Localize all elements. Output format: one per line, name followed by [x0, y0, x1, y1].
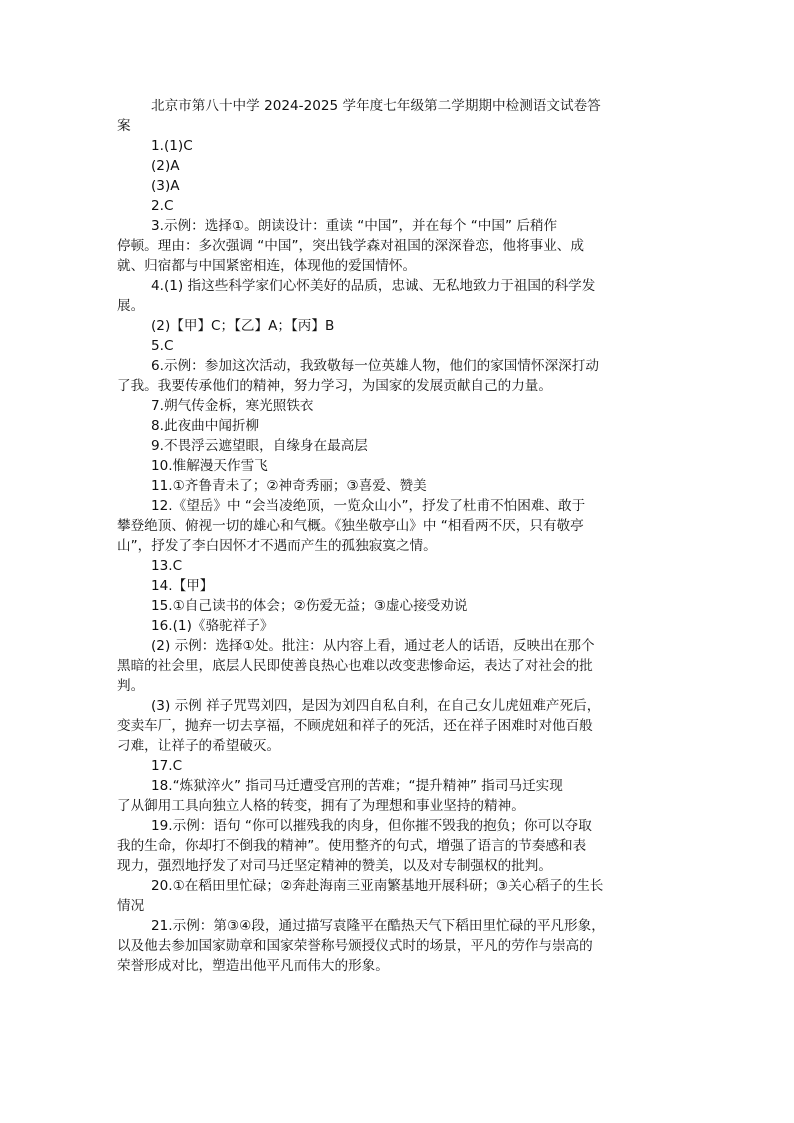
answer-item	[117, 476, 681, 496]
answer-first-line: 19.示例：语句 “你可以摧残我的肉身，但你摧不毁我的抱负；你可以夺取	[151, 818, 592, 834]
answer-item	[117, 876, 681, 916]
answer-first-line: 17.C	[151, 758, 183, 774]
answer-continuation-line: 现力，强烈地抒发了对司马迁坚定精神的赞美，以及对专制强权的批判。	[117, 858, 552, 874]
answer-first-line: (3) 示例 祥子咒骂刘四，是因为刘四自私自利，在自己女儿虎妞难产死后，	[151, 698, 601, 714]
answer-continuation-line: 停顿。理由：多次强调 “中国”，突出钱学森对祖国的深深眷恋，他将事业、成	[117, 238, 584, 254]
answer-first-line: 10.惟解漫天作雪飞	[151, 458, 268, 474]
answer-first-line: 8.此夜曲中闻折柳	[151, 418, 260, 434]
answer-first-line: 5.C	[151, 338, 174, 354]
answer-item	[117, 356, 681, 396]
answer-item	[117, 776, 681, 816]
answer-first-line: 6.示例：参加这次活动，我致敬每一位英雄人物，他们的家国情怀深深打动	[151, 358, 599, 374]
answer-item	[117, 136, 681, 156]
answer-first-line: 7.朔气传金柝，寒光照铁衣	[151, 398, 314, 414]
answer-first-line: 1.(1)C	[151, 138, 193, 154]
answer-continuation-line: 了从御用工具向独立人格的转变，拥有了为理想和事业坚持的精神。	[117, 798, 525, 814]
answer-first-line: (2) 示例：选择①处。批注：从内容上看，通过老人的话语，反映出在那个	[151, 638, 595, 654]
answer-first-line: (2)【甲】C；【乙】A；【丙】B	[151, 318, 335, 334]
answer-item	[117, 816, 681, 876]
answer-first-line: 4.(1) 指这些科学家们心怀美好的品质，忠诚、无私地致力于祖国的科学发	[151, 278, 596, 294]
answer-continuation-line: 了我。我要传承他们的精神，努力学习，为国家的发展贡献自己的力量。	[117, 378, 552, 394]
answer-first-line: 2.C	[151, 198, 174, 214]
answer-continuation-line: 我的生命，你却打不倒我的精神”。使用整齐的句式，增强了语言的节奏感和表	[117, 838, 587, 854]
answer-document	[117, 96, 681, 976]
answer-first-line: 16.(1)《骆驼祥子》	[151, 618, 274, 634]
answer-first-line: 9.不畏浮云遮望眼，自缘身在最高层	[151, 438, 368, 454]
answer-first-line: 20.①在稻田里忙碌；②奔赴海南三亚南繁基地开展科研；③关心稻子的生长	[151, 878, 604, 894]
answer-item	[117, 576, 681, 596]
answer-first-line: 18.“炼狱淬火” 指司马迁遭受宫刑的苦难；“提升精神” 指司马迁实现	[151, 778, 563, 794]
answer-item	[117, 436, 681, 456]
answer-item	[117, 456, 681, 476]
answer-continuation-line: 黑暗的社会里，底层人民即使善良热心也难以改变悲惨命运，表达了对社会的批	[117, 658, 593, 674]
answer-first-line: (3)A	[151, 178, 180, 194]
answer-continuation-line: 情况	[117, 898, 145, 914]
answer-first-line: 12.《望岳》中 “会当凌绝顶，一览众山小”，抒发了杜甫不怕困难、敢于	[151, 498, 586, 514]
answer-first-line: 21.示例：第③④段，通过描写袁隆平在酷热天气下稻田里忙碌的平凡形象，	[151, 918, 605, 934]
answer-item	[117, 336, 681, 356]
answer-continuation-line: 刁难，让祥子的希望破灭。	[117, 738, 281, 754]
answer-first-line: 15.①自己读书的体会；②伤爱无益；③虚心接受劝说	[151, 598, 468, 614]
title-line-2: 案	[117, 118, 131, 134]
title-line-1: 北京市第八十中学 2024-2025 学年度七年级第二学期期中检测语文试卷答	[151, 98, 601, 114]
answer-item	[117, 756, 681, 776]
answer-item	[117, 916, 681, 976]
answer-item	[117, 196, 681, 216]
answer-continuation-line: 就、归宿都与中国紧密相连，体现他的爱国情怀。	[117, 258, 417, 274]
answer-item	[117, 276, 681, 316]
answer-list	[117, 136, 681, 976]
answer-item	[117, 496, 681, 556]
answer-continuation-line: 攀登绝顶、俯视一切的雄心和气概。《独坐敬亭山》中 “相看两不厌，只有敬亭	[117, 518, 584, 534]
answer-item	[117, 156, 681, 176]
answer-item	[117, 416, 681, 436]
answer-continuation-line: 山”，抒发了李白因怀才不遇而产生的孤独寂寞之情。	[117, 538, 437, 554]
answer-item	[117, 556, 681, 576]
answer-item	[117, 176, 681, 196]
answer-continuation-line: 判。	[117, 678, 145, 694]
answer-first-line: (2)A	[151, 158, 180, 174]
answer-continuation-line: 以及他去参加国家勋章和国家荣誉称号颁授仪式时的场景，平凡的劳作与崇高的	[117, 938, 593, 954]
answer-item	[117, 696, 681, 756]
answer-item	[117, 596, 681, 616]
answer-item	[117, 636, 681, 696]
answer-continuation-line: 荣誉形成对比，塑造出他平凡而伟大的形象。	[117, 958, 389, 974]
answer-item	[117, 316, 681, 336]
answer-first-line: 3.示例：选择①。朗读设计：重读 “中国”，并在每个 “中国” 后稍作	[151, 218, 558, 234]
answer-first-line: 11.①齐鲁青未了；②神奇秀丽；③喜爱、赞美	[151, 478, 427, 494]
answer-item	[117, 396, 681, 416]
answer-continuation-line: 变卖车厂，抛弃一切去享福，不顾虎妞和祥子的死活，还在祥子困难时对他百般	[117, 718, 593, 734]
answer-item	[117, 216, 681, 276]
answer-continuation-line: 展。	[117, 298, 145, 314]
answer-first-line: 14.【甲】	[151, 578, 214, 594]
answer-item	[117, 616, 681, 636]
answer-first-line: 13.C	[151, 558, 183, 574]
